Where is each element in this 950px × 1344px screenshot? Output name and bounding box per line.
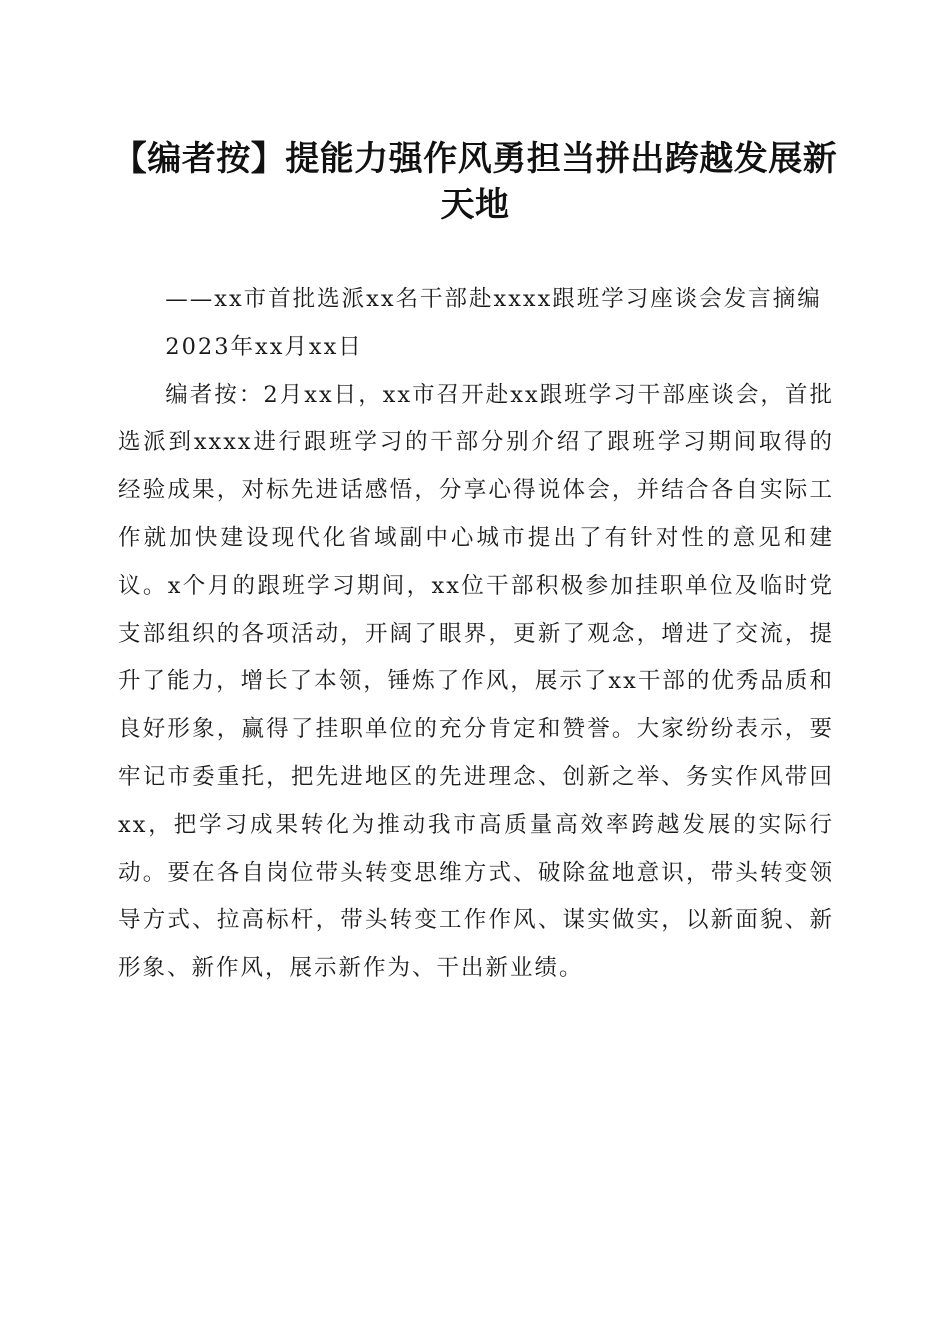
editor-note-paragraph: 编者按：2月xx日，xx市召开赴xx跟班学习干部座谈会，首批选派到xxxx进行跟班学习的干部分别介绍了跟班学习期间取得的经验成果，对标先进话感悟，分享心得说体会，并结合各自实际工作就加快建设现代化省域副中心城市提出了有针对性的意见和建议。x个月的跟班学习期间，xx位干部积极参加挂职单位及临时党支部组织的各项活动，开阔了眼界，更新了观念，增进了交流，提升了能力，增长了本领，锤炼了作风，展示了xx干部的优秀品质和良好形象，赢得了挂职单位的充分肯定和赞誉。大家纷纷表示，要牢记市委重托，把先进地区的先进理念、创新之举、务实作风带回xx，把学习成果转化为推动我市高质量高效率跨越发展的实际行动。要在各自岗位带头转变思维方式、破除盆地意识，带头转变领导方式、拉高标杆，带头转变工作作风、谋实做实，以新面貌、新形象、新作风，展示新作为、干出新业绩。 xyxy=(118,381,834,982)
document-title: 【编者按】提能力强作风勇担当拼出跨越发展新天地 xyxy=(112,139,838,225)
document-body xyxy=(118,276,834,993)
subtitle: ——xx市首批选派xx名干部赴xxxx跟班学习座谈会发言摘编 xyxy=(165,286,822,312)
date-line: 2023年xx月xx日 xyxy=(165,333,363,360)
